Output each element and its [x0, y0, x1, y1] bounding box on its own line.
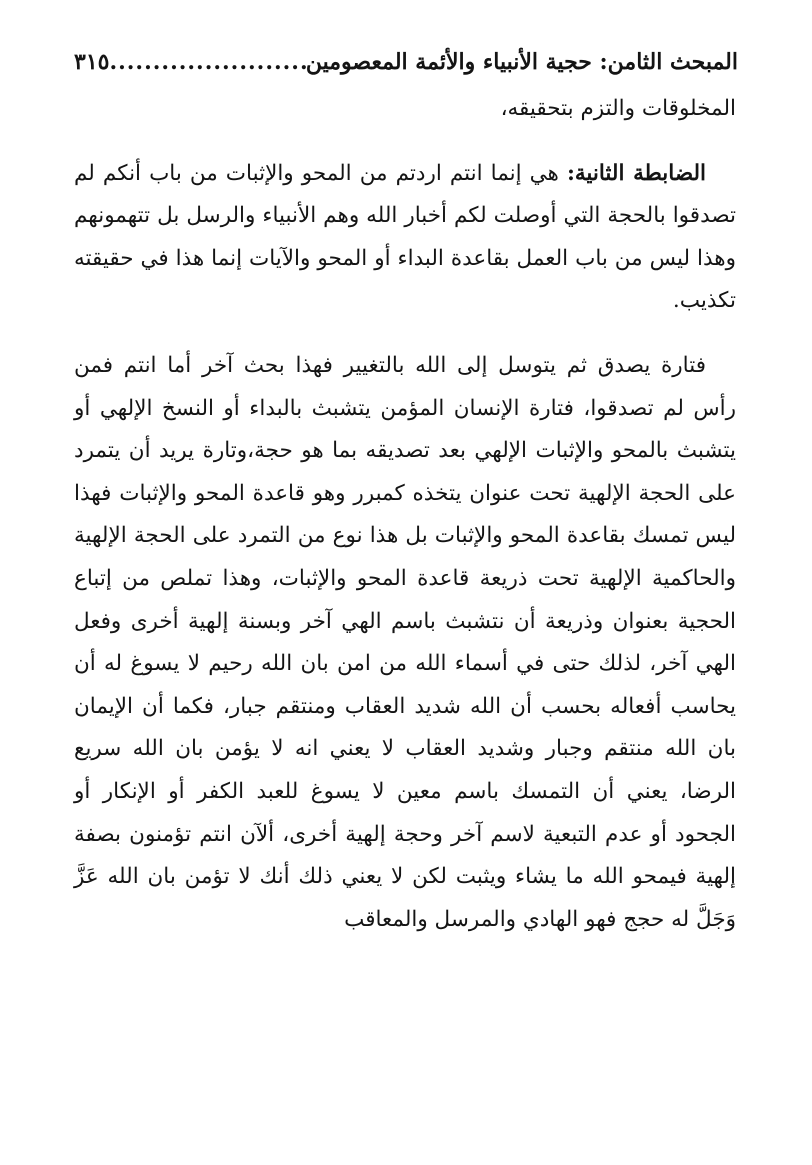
header-leader-dots	[109, 49, 305, 75]
paragraph-text: هي إنما انتم اردتم من المحو والإثبات من باب أنكم لم تصدقوا بالحجة التي أوصلت لكم أخبار الله وهم الأنبياء والرسل بل تتهمونهم وهذا ليس من باب العمل بقاعدة البداء أو المحو والآيات إنما هذا في حقيقته تكذيب.	[74, 160, 736, 314]
body-text	[74, 88, 736, 941]
rule-label: الضابطة الثانية:	[566, 160, 706, 186]
paragraph-second-rule	[74, 153, 736, 323]
header-title: المبحث الثامن: حجية الأنبياء والأئمة المعصومين	[305, 49, 738, 75]
paragraph-main	[74, 345, 736, 941]
paragraph-text: المخلوقات والتزم بتحقيقه،	[500, 96, 736, 121]
paragraph-continuation	[74, 88, 736, 131]
page-number: ٣١٥	[74, 49, 110, 75]
running-header	[74, 42, 738, 82]
paragraph-text: فتارة يصدق ثم يتوسل إلى الله بالتغيير فهذا بحث آخر أما انتم فمن رأس لم تصدقوا، فتارة الإنسان المؤمن يتشبث بالبداء أو النسخ الإلهي أو يتشبث بالمحو والإثبات الإلهي بعد تصديقه بما هو حجة،وتارة يريد أن يتمرد على الحجة الإلهية تحت عنوان يتخذه كمبرر وهو قاعدة المحو والإثبات فهذا ليس تمسك بقاعدة المحو والإثبات بل هذا نوع من التمرد على الحجة الإلهية والحاكمية الإلهية تحت ذريعة قاعدة المحو والإثبات، وهذا تملص من إتباع الحجية بعنوان وذريعة أن نتشبث باسم الهي آخر وبسنة إلهية أخرى وفعل الهي آخر، لذلك حتى في أسماء الله من امن بان الله رحيم لا يسوغ له أن يحاسب أفعاله بحسب أن الله شديد العقاب ومنتقم جبار، فكما أن الإيمان بان الله منتقم وجبار وشديد العقاب لا يعني انه لا يؤمن بان الله سريع الرضا، يعني أن التمسك باسم معين لا يسوغ للعبد الكفر أو الإنكار أو الجحود أو عدم التبعية لاسم آخر وحجة إلهية أخرى، ألآن انتم تؤمنون بصفة إلهية فيمحو الله ما يشاء ويثبت لكن لا يعني ذلك أنك لا تؤمن بان الله عَزَّ وَجَلَّ له حجج فهو الهادي والمرسل والمعاقب	[74, 352, 736, 932]
